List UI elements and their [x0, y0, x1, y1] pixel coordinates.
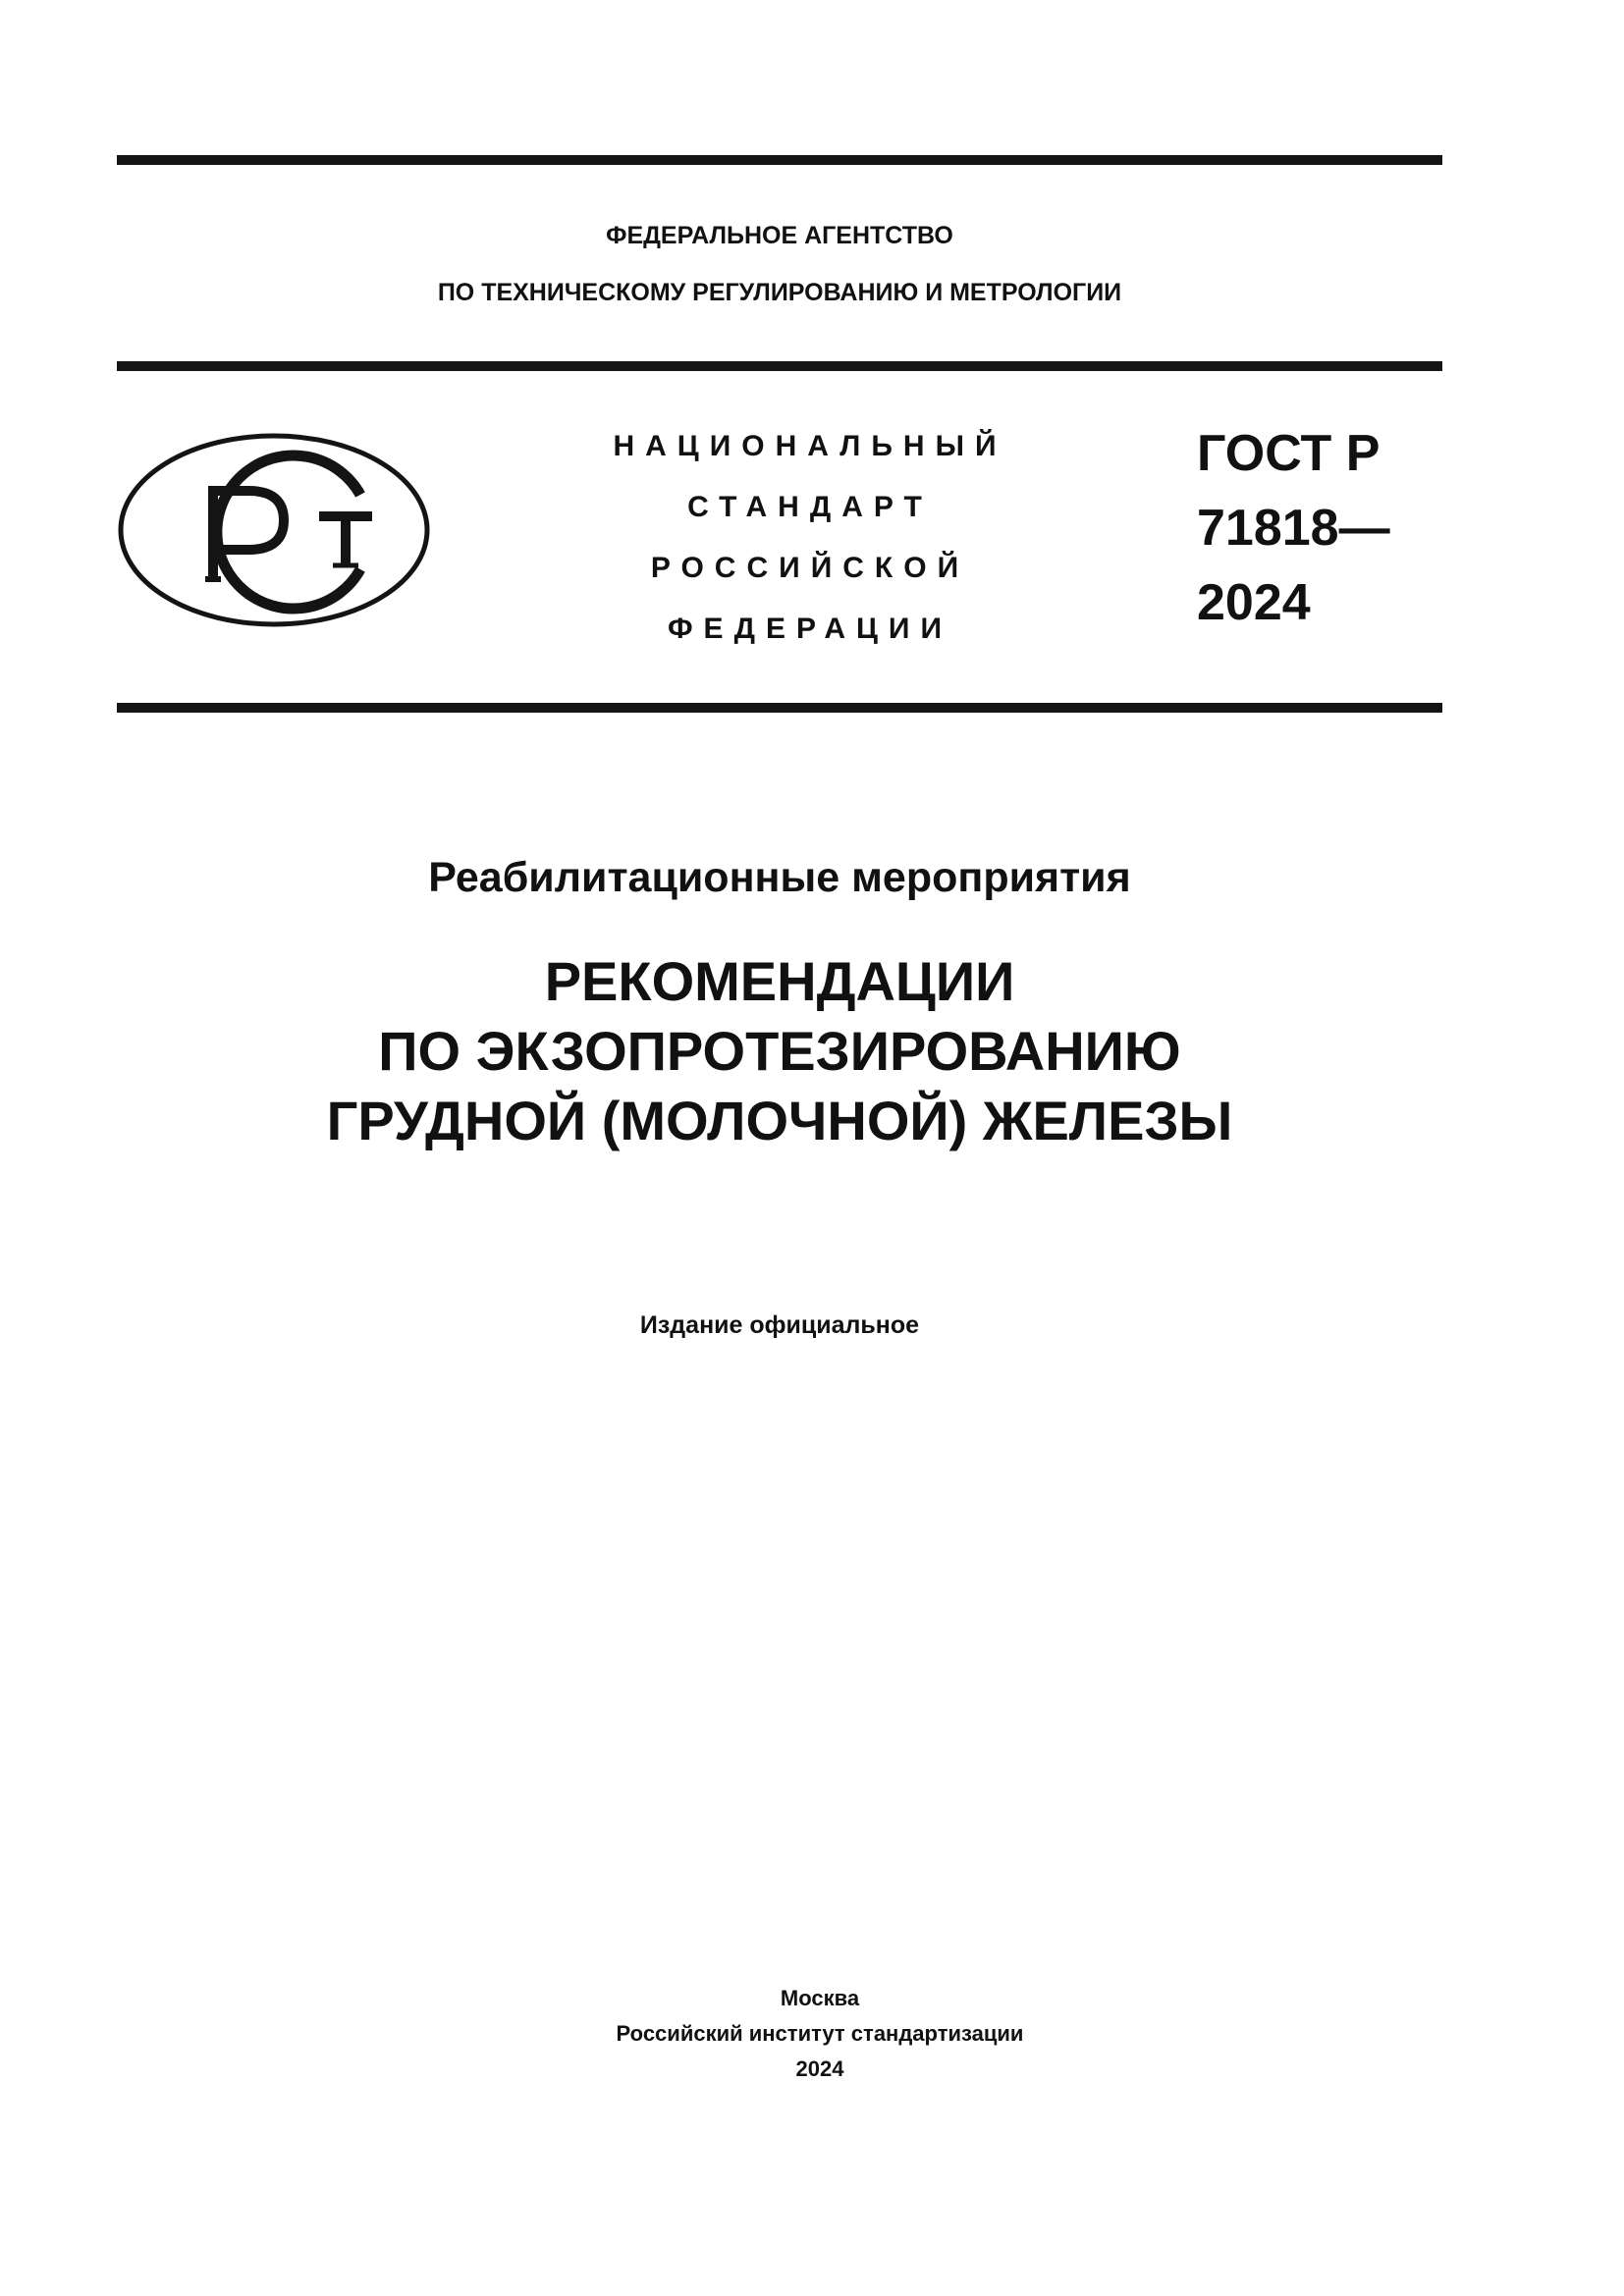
rst-certification-logo-icon: [115, 430, 433, 630]
imprint-block: [0, 1981, 1624, 2087]
standard-type-block: [565, 416, 1056, 660]
title-line-3: ГРУДНОЙ (МОЛОЧНОЙ) ЖЕЛЕЗЫ: [326, 1090, 1233, 1151]
standard-type-line-2: СТАНДАРТ: [687, 491, 933, 523]
document-title: [0, 946, 1559, 1155]
top-rule: [117, 155, 1442, 165]
title-line-2: ПО ЭКЗОПРОТЕЗИРОВАНИЮ: [378, 1020, 1181, 1082]
agency-name-line-2: ПО ТЕХНИЧЕСКОМУ РЕГУЛИРОВАНИЮ И МЕТРОЛОГИИ: [437, 279, 1122, 306]
standard-designation: [1197, 416, 1390, 640]
agency-name-line-1: ФЕДЕРАЛЬНОЕ АГЕНТСТВО: [606, 222, 953, 249]
masthead-bottom-rule: [117, 703, 1442, 713]
standard-type-line-3: РОССИЙСКОЙ: [650, 552, 970, 584]
imprint-year: 2024: [795, 2056, 844, 2081]
designation-line-2: 71818—: [1197, 500, 1390, 557]
title-line-1: РЕКОМЕНДАЦИИ: [544, 950, 1015, 1012]
standard-type-line-4: ФЕДЕРАЦИИ: [667, 613, 953, 645]
standard-type-line-1: НАЦИОНАЛЬНЫЙ: [613, 430, 1007, 462]
document-subtitle: Реабилитационные мероприятия: [428, 854, 1131, 901]
header-rule: [117, 361, 1442, 371]
designation-line-3: 2024: [1197, 574, 1311, 631]
edition-label: Издание официальное: [639, 1311, 920, 1339]
imprint-city: Москва: [780, 1986, 860, 2010]
imprint-publisher: Российский институт стандартизации: [616, 2021, 1024, 2046]
designation-line-1: ГОСТ Р: [1197, 425, 1380, 482]
